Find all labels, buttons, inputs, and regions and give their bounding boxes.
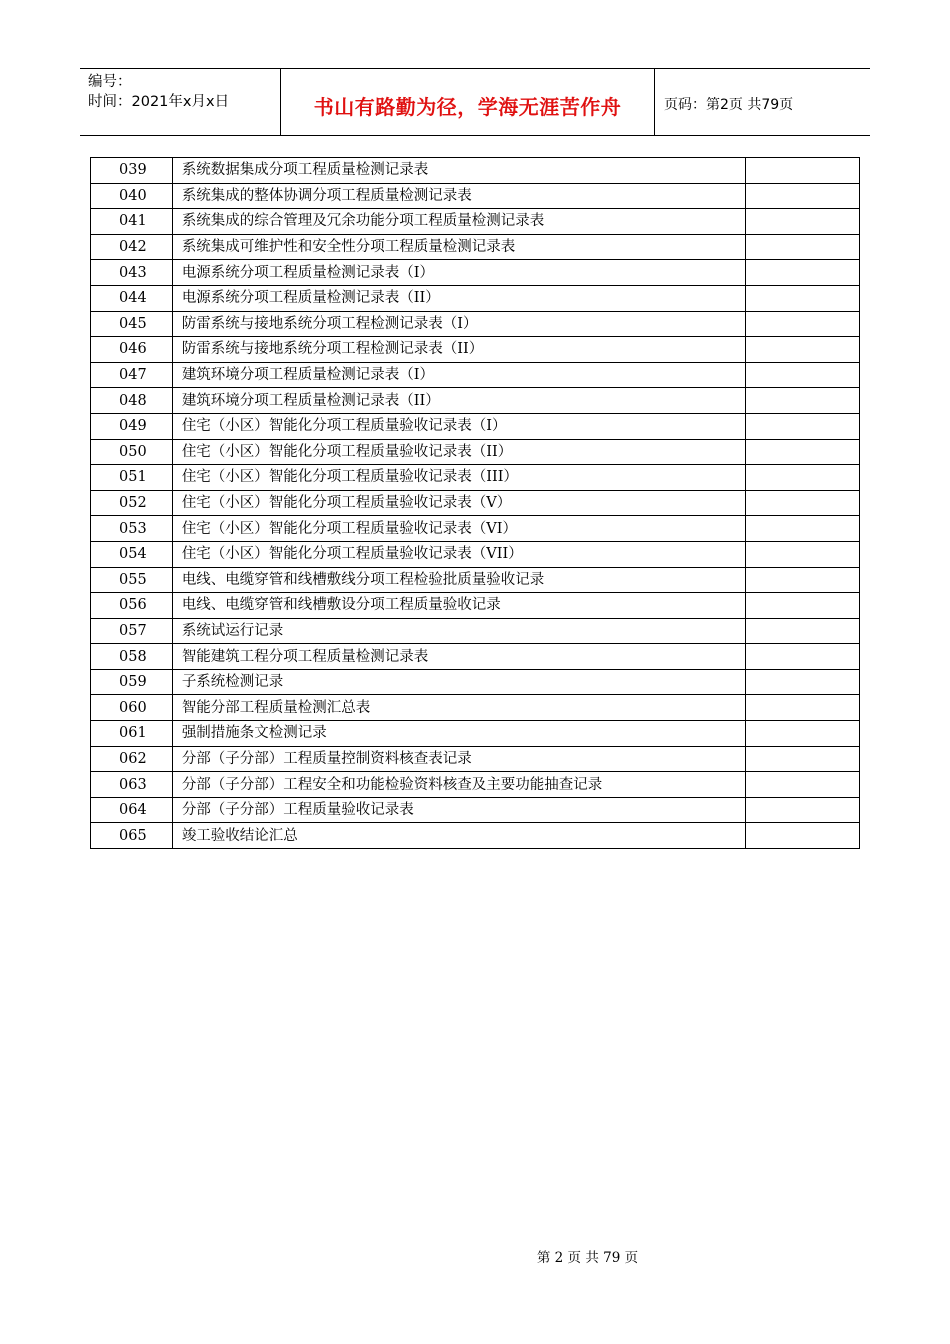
row-remark-cell [745, 285, 859, 311]
table-row [91, 260, 860, 286]
row-title: 电线、电缆穿管和线槽敷线分项工程检验批质量验收记录 [172, 567, 745, 593]
page-header [80, 68, 870, 136]
row-number: 040 [91, 183, 173, 209]
row-title: 子系统检测记录 [172, 669, 745, 695]
table-row [91, 388, 860, 414]
row-number: 044 [91, 285, 173, 311]
row-number: 048 [91, 388, 173, 414]
row-title: 强制措施条文检测记录 [172, 721, 745, 747]
row-number: 060 [91, 695, 173, 721]
header-page-info: 页码：第2页 共79页 [664, 97, 794, 113]
row-title: 系统集成的综合管理及冗余功能分项工程质量检测记录表 [172, 209, 745, 235]
row-remark-cell [745, 721, 859, 747]
table-row [91, 567, 860, 593]
row-title: 分部（子分部）工程安全和功能检验资料核查及主要功能抽查记录 [172, 772, 745, 798]
row-number: 064 [91, 797, 173, 823]
table-row [91, 490, 860, 516]
row-title: 住宅（小区）智能化分项工程质量验收记录表（VII） [172, 541, 745, 567]
row-title: 建筑环境分项工程质量检测记录表（I） [172, 362, 745, 388]
row-title: 分部（子分部）工程质量验收记录表 [172, 797, 745, 823]
row-remark-cell [745, 772, 859, 798]
header-meta [80, 69, 281, 135]
row-title: 住宅（小区）智能化分项工程质量验收记录表（I） [172, 413, 745, 439]
table-row [91, 439, 860, 465]
table-row [91, 721, 860, 747]
row-remark-cell [745, 644, 859, 670]
row-number: 053 [91, 516, 173, 542]
date-line: 时间：2021年x月x日 [88, 94, 230, 110]
table-row [91, 209, 860, 235]
record-index-body [91, 158, 860, 849]
row-remark-cell [745, 516, 859, 542]
row-title: 住宅（小区）智能化分项工程质量验收记录表（III） [172, 465, 745, 491]
row-number: 061 [91, 721, 173, 747]
table-row [91, 797, 860, 823]
row-remark-cell [745, 337, 859, 363]
row-number: 063 [91, 772, 173, 798]
row-remark-cell [745, 490, 859, 516]
row-title: 系统试运行记录 [172, 618, 745, 644]
header-motto: 书山有路勤为径，学海无涯苦作舟 [281, 69, 655, 135]
row-remark-cell [745, 823, 859, 849]
table-row [91, 311, 860, 337]
row-number: 049 [91, 413, 173, 439]
row-title: 竣工验收结论汇总 [172, 823, 745, 849]
row-number: 057 [91, 618, 173, 644]
row-remark-cell [745, 388, 859, 414]
row-remark-cell [745, 413, 859, 439]
row-remark-cell [745, 183, 859, 209]
row-title: 防雷系统与接地系统分项工程检测记录表（II） [172, 337, 745, 363]
row-remark-cell [745, 797, 859, 823]
row-remark-cell [745, 695, 859, 721]
row-remark-cell [745, 618, 859, 644]
row-number: 041 [91, 209, 173, 235]
row-title: 系统集成的整体协调分项工程质量检测记录表 [172, 183, 745, 209]
row-number: 039 [91, 158, 173, 184]
row-number: 058 [91, 644, 173, 670]
table-row [91, 183, 860, 209]
table-row [91, 644, 860, 670]
table-row [91, 234, 860, 260]
row-title: 智能分部工程质量检测汇总表 [172, 695, 745, 721]
table-row [91, 158, 860, 184]
table-row [91, 413, 860, 439]
row-title: 住宅（小区）智能化分项工程质量验收记录表（V） [172, 490, 745, 516]
row-number: 043 [91, 260, 173, 286]
row-title: 防雷系统与接地系统分项工程检测记录表（I） [172, 311, 745, 337]
table-row [91, 669, 860, 695]
row-remark-cell [745, 260, 859, 286]
row-remark-cell [745, 669, 859, 695]
row-remark-cell [745, 465, 859, 491]
row-remark-cell [745, 362, 859, 388]
row-number: 059 [91, 669, 173, 695]
row-remark-cell [745, 593, 859, 619]
row-title: 系统集成可维护性和安全性分项工程质量检测记录表 [172, 234, 745, 260]
row-remark-cell [745, 746, 859, 772]
table-row [91, 541, 860, 567]
row-remark-cell [745, 541, 859, 567]
row-title: 电源系统分项工程质量检测记录表（I） [172, 260, 745, 286]
table-row [91, 593, 860, 619]
table-row [91, 618, 860, 644]
table-row [91, 746, 860, 772]
row-number: 056 [91, 593, 173, 619]
table-row [91, 465, 860, 491]
row-title: 分部（子分部）工程质量控制资料核查表记录 [172, 746, 745, 772]
table-row [91, 337, 860, 363]
row-number: 054 [91, 541, 173, 567]
code-label: 编号： [88, 74, 132, 90]
row-remark-cell [745, 311, 859, 337]
row-remark-cell [745, 567, 859, 593]
row-number: 065 [91, 823, 173, 849]
row-remark-cell [745, 209, 859, 235]
row-number: 047 [91, 362, 173, 388]
row-number: 042 [91, 234, 173, 260]
row-number: 055 [91, 567, 173, 593]
table-row [91, 516, 860, 542]
table-row [91, 362, 860, 388]
row-number: 050 [91, 439, 173, 465]
table-row [91, 285, 860, 311]
row-remark-cell [745, 234, 859, 260]
table-row [91, 772, 860, 798]
page-footer: 第 2 页 共 79 页 [536, 1250, 639, 1266]
row-number: 051 [91, 465, 173, 491]
row-title: 电线、电缆穿管和线槽敷设分项工程质量验收记录 [172, 593, 745, 619]
row-remark-cell [745, 158, 859, 184]
row-number: 052 [91, 490, 173, 516]
row-title: 系统数据集成分项工程质量检测记录表 [172, 158, 745, 184]
row-number: 046 [91, 337, 173, 363]
row-title: 住宅（小区）智能化分项工程质量验收记录表（VI） [172, 516, 745, 542]
row-title: 智能建筑工程分项工程质量检测记录表 [172, 644, 745, 670]
row-number: 045 [91, 311, 173, 337]
row-title: 住宅（小区）智能化分项工程质量验收记录表（II） [172, 439, 745, 465]
table-row [91, 823, 860, 849]
row-title: 建筑环境分项工程质量检测记录表（II） [172, 388, 745, 414]
table-row [91, 695, 860, 721]
row-remark-cell [745, 439, 859, 465]
row-title: 电源系统分项工程质量检测记录表（II） [172, 285, 745, 311]
record-index-table [90, 157, 860, 849]
row-number: 062 [91, 746, 173, 772]
